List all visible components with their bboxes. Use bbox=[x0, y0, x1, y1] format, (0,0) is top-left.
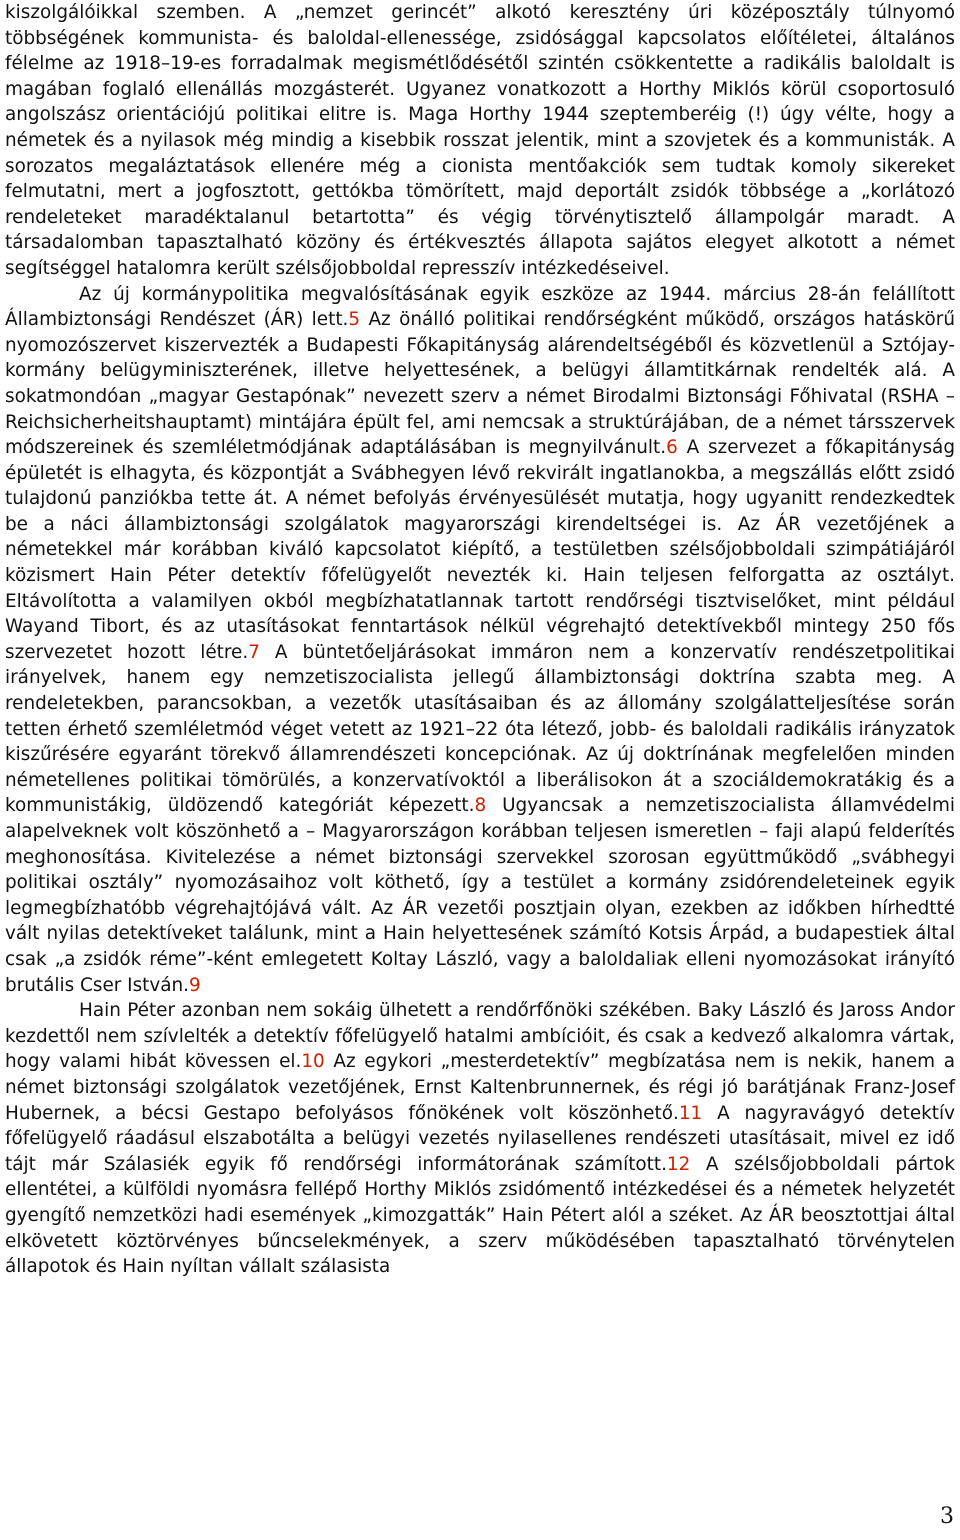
footnote-reference[interactable]: 6 bbox=[666, 437, 678, 459]
page-number: 3 bbox=[940, 1504, 954, 1529]
footnote-reference[interactable]: 8 bbox=[474, 795, 487, 817]
paragraph bbox=[5, 282, 955, 999]
footnote-reference[interactable]: 7 bbox=[248, 641, 260, 663]
paragraph bbox=[5, 0, 955, 282]
paragraph-text: Az új kormánypolitika megvalósításának egyik eszköze az 1944. március 28-án felállított Állambiztonsági Rendészet (ÁR) lett. bbox=[5, 283, 955, 331]
paragraph-text: A szélsőjobboldali pártok ellentétei, a külföldi nyomásra fellépő Horthy Miklós zsidómentő intézkedései és a németek helyzetét gyengítő nemzetközi hadi események „kimozgatták” Hain Pétert alól a széket. Az ÁR beosztottjai által elkövetett köztörvényes bűncselekmények, a szerv működésében tapasztalható törvénytelen állapotok és Hain nyíltan vállalt szálasista bbox=[5, 1153, 955, 1278]
paragraph-text: Az önálló politikai rendőrségként működő, országos hatáskörű nyomozószervet kiszervezték a Budapesti Főkapitányság alárendeltségéből és közvetlenül a Sztójay-kormány belügyminiszterének, illetve helyettesének, a belügyi államtitkárnak rendelték alá. A sokatmondóan „magyar Gestapónak” nevezett szerv a német Birodalmi Biztonsági Főhivatal (RSHA – Reichsicherheitshauptamt) mintájára épült fel, ami nemcsak a struktúrájában, de a német társszervek módszereinek és szemléletmódjának adaptálásában is megnyilvánult. bbox=[5, 309, 955, 459]
paragraph-text: A nagyravágyó detektív főfelügyelő ráadásul elszabotálta a belügyi vezetés nyilasellenes rendészeti utasításait, mivel ez idő tájt már Szálasiék egyik fő rendőrségi informátorának számított. bbox=[5, 1102, 955, 1175]
footnote-reference[interactable]: 5 bbox=[348, 309, 361, 331]
document-page bbox=[5, 0, 955, 1280]
paragraph-text: A büntetőeljárásokat immáron nem a konzervatív rendészetpolitikai irányelvek, hanem egy nemzetiszocialista jellegű állambiztonsági doktrína szabta meg. A rendeletekben, parancsokban, a vezetők utasításaiban és az állomány szolgálatteljesítése során tetten érhető szemléletmód véget vetett az 1921–22 óta létező, jobb- és baloldali radikális irányzatok kiszűrésére egyaránt törekvő államrendészeti koncepciónak. Az új doktrínának megfelelően minden németellenes politikai tömörülés, a konzervatívoktól a liberálisokon át a szociáldemokratákig és a kommunistákig, üldözendő kategóriát képezett. bbox=[5, 641, 955, 817]
paragraph-text: Ugyancsak a nemzetiszocialista államvédelmi alapelveknek volt köszönhető a – Magyarországon korábban teljesen ismeretlen – faji alapú felderítés meghonosítása. Kivitelezése a német biztonsági szervekkel szorosan együttműködő „svábhegyi politikai osztály” nyomozásaihoz volt köthető, így a testület a kormány zsidórendeleteinek egyik legmegbízhatóbb végrehajtójává vált. Az ÁR vezetői posztjain olyan, ezekben az időkben hírhedtté vált nyilas detektíveket találunk, mint a Hain helyettesének számító Kotsis Árpád, a budapestiek által csak „a zsidók réme”-ként emlegetett Koltay László, vagy a baloldaliak elleni nyomozásokat irányító brutális Cser István. bbox=[5, 795, 955, 996]
paragraph-text: A szervezet a főkapitányság épületét is elhagyta, és központját a Svábhegyen lévő rekvirált ingatlanokba, a megszállás előtt zsidó tulajdonú panziókba tette át. A német befolyás érvényesülését mutatja, hogy ugyanitt rendezkedtek be a náci állambiztonsági szolgálatok magyarországi kirendeltségei is. Az ÁR vezetőjének a németekkel már korábban kiváló kapcsolatot kiépítő, a testületben szélsőjobboldali szimpátiájáról közismert Hain Péter detektív főfelügyelőt nevezték ki. Hain teljesen felforgatta az osztályt. Eltávolította a valamilyen okból megbízhatatlannak tartott rendőrségi tisztviselőket, mint például Wayand Tibort, és az utasításokat fenntartások nélkül végrehajtó detektívekből mintegy 250 fős szervezetet hozott létre. bbox=[5, 437, 956, 663]
footnote-reference[interactable]: 11 bbox=[678, 1102, 703, 1124]
footnote-reference[interactable]: 10 bbox=[301, 1051, 325, 1073]
paragraph-text: kiszolgálóikkal szemben. A „nemzet gerincét” alkotó keresztény úri középosztály túlnyomó többségének kommunista- és baloldal-ellenessége, zsidósággal kapcsolatos előítéletei, általános félelme az 1918–19-es forradalmak megismétlődésétől szintén csökkentette a radikális baloldalt is magában foglaló ellenállás mozgásterét. Ugyanez vonatkozott a Horthy Miklós körül csoportosuló angolszász orientációjú politikai elitre is. Maga Horthy 1944 szeptemberéig (!) úgy vélte, hogy a németek és a nyilasok még mindig a kisebbik rosszat jelentik, mint a szovjetek és a kommunisták. A sorozatos megaláztatások ellenére még a cionista mentőakciók sem tudtak komoly sikereket felmutatni, mert a jogfosztott, gettókba tömörített, majd deportált zsidók többsége a „korlátozó rendeleteket maradéktalanul betartotta” és végig törvénytisztelő állampolgár maradt. A társadalomban tapasztalható közöny és értékvesztés állapota sajátos elegyet alkotott a német segítséggel hatalomra került szélsőjobboldal represszív intézkedéseivel. bbox=[5, 2, 955, 279]
paragraph-text: Az egykori „mesterdetektív” megbízatása nem is nekik, hanem a német biztonsági szolgálatok vezetőjének, Ernst Kaltenbrunnernek, és régi jó barátjának Franz-Josef Hubernek, a bécsi Gestapo befolyásos főnökének volt köszönhető. bbox=[5, 1051, 955, 1124]
paragraph bbox=[5, 998, 955, 1280]
paragraph-text: Hain Péter azonban nem sokáig ülhetett a rendőrfőnöki székében. Baky László és Jaross Andor kezdettől nem szívlelték a detektív főfelügyelő hatalmi ambícióit, és csak a kedvező alkalomra vártak, hogy valami hibát kövessen el. bbox=[5, 1000, 955, 1073]
footnote-reference[interactable]: 9 bbox=[189, 974, 201, 996]
footnote-reference[interactable]: 12 bbox=[666, 1153, 691, 1175]
